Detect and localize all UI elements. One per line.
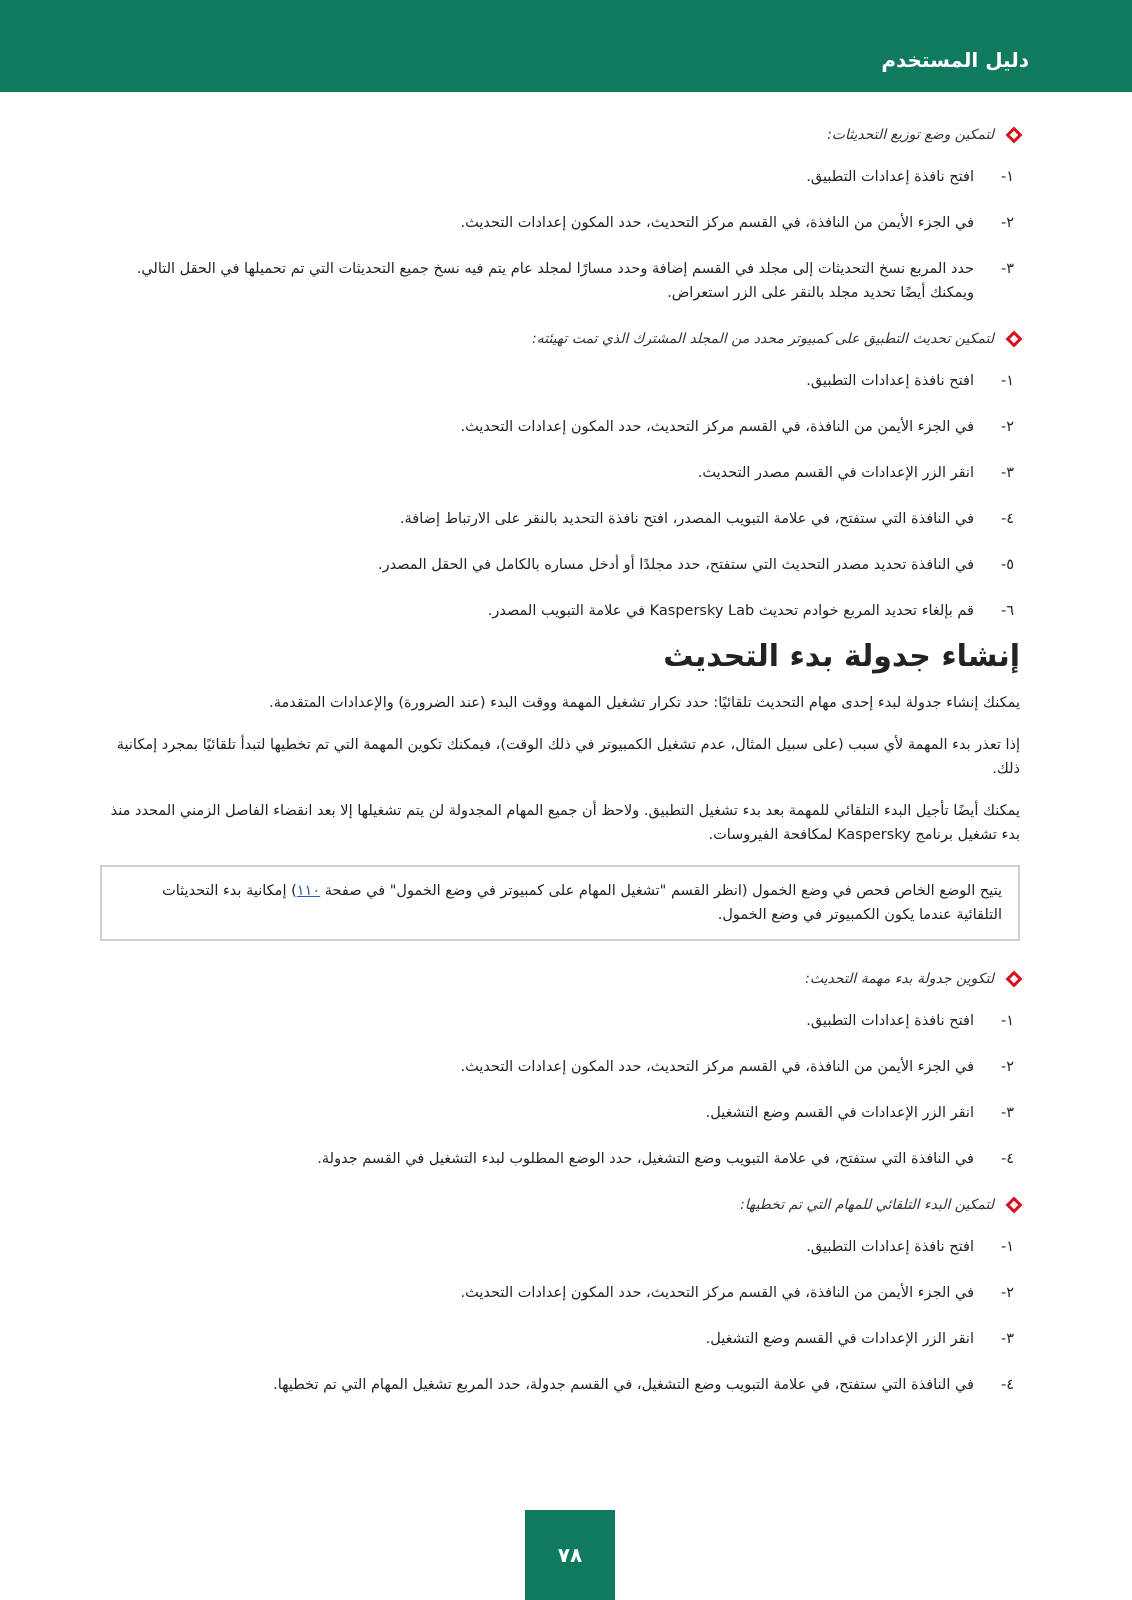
steps-list [100, 1235, 1020, 1397]
list-item: ٤- في النافذة التي ستفتح، في علامة التبويب وضع التشغيل، في القسم جدولة، حدد المربع تشغيل المهام التي تم تخطيها. [273, 1377, 1014, 1393]
procedure-heading: لتمكين البدء التلقائي للمهام التي تم تخطيها: [100, 1193, 1020, 1217]
list-item: ٥- في النافذة تحديد مصدر التحديث التي ستفتح، حدد مجلدًا أو أدخل مساره بالكامل في الحقل المصدر. [378, 557, 1014, 573]
page-content [100, 115, 1020, 1419]
list-item: ٢- في الجزء الأيمن من النافذة، في القسم مركز التحديث، حدد المكون إعدادات التحديث. [460, 1059, 1014, 1075]
list-item: ٢- في الجزء الأيمن من النافذة، في القسم مركز التحديث، حدد المكون إعدادات التحديث. [460, 215, 1014, 231]
list-item: ٢- في الجزء الأيمن من النافذة، في القسم مركز التحديث، حدد المكون إعدادات التحديث. [460, 419, 1014, 435]
list-item: ١- افتح نافذة إعدادات التطبيق. [806, 1013, 1014, 1029]
page-number: ٧٨ [525, 1510, 615, 1600]
paragraph: يمكنك أيضًا تأجيل البدء التلقائي للمهمة بعد بدء تشغيل التطبيق. ولاحظ أن جميع المهام المجدولة لن يتم تشغيلها إلا بعد انقضاء الفاصل الزمني المحدد منذ بدء تشغيل برنامج Kaspersky لمكافحة الفيروسات. [110, 803, 1020, 843]
list-item: ٢- في الجزء الأيمن من النافذة، في القسم مركز التحديث، حدد المكون إعدادات التحديث. [460, 1285, 1014, 1301]
list-item: ٣- انقر الزر الإعدادات في القسم وضع التشغيل. [705, 1331, 1014, 1347]
header-title: دليل المستخدم [881, 48, 1029, 72]
steps-list [100, 369, 1020, 623]
list-item: ١- افتح نافذة إعدادات التطبيق. [806, 1239, 1014, 1255]
list-item: ١- افتح نافذة إعدادات التطبيق. [806, 169, 1014, 185]
arrow-icon [1006, 127, 1023, 144]
arrow-icon [1006, 971, 1023, 988]
procedure-heading: لتمكين تحديث التطبيق على كمبيوتر محدد من المجلد المشترك الذي تمت تهيئته: [100, 327, 1020, 351]
arrow-icon [1006, 1197, 1023, 1214]
procedure-heading: لتمكين وضع توزيع التحديثات: [100, 123, 1020, 147]
note-box: يتيح الوضع الخاص فحص في وضع الخمول (انظر القسم "تشغيل المهام على كمبيوتر في وضع الخمول" في صفحة ١١٠) إمكانية بدء التحديثات التلقائية عندما يكون الكمبيوتر في وضع الخمول. [100, 865, 1020, 941]
page-header [0, 0, 1132, 92]
procedure-heading: لتكوين جدولة بدء مهمة التحديث: [100, 967, 1020, 991]
list-item: ٤- في النافذة التي ستفتح، في علامة التبويب وضع التشغيل، حدد الوضع المطلوب لبدء التشغيل في القسم جدولة. [317, 1151, 1014, 1167]
list-item: ٣- حدد المربع نسخ التحديثات إلى مجلد في القسم إضافة وحدد مسارًا لمجلد عام يتم فيه نسخ جميع التحديثات التي تم تحميلها في الحقل التالي. ويمكنك أيضًا تحديد مجلد بالنقر على الزر استعراض. [136, 261, 1014, 301]
steps-list [100, 1009, 1020, 1171]
list-item: ١- افتح نافذة إعدادات التطبيق. [806, 373, 1014, 389]
paragraph: يمكنك إنشاء جدولة لبدء إحدى مهام التحديث تلقائيًا: حدد تكرار تشغيل المهمة ووقت البدء (عند الضرورة) والإعدادات المتقدمة. [269, 695, 1020, 711]
arrow-icon [1006, 331, 1023, 348]
steps-list [100, 165, 1020, 305]
page-link[interactable]: ١١٠ [296, 883, 321, 899]
list-item: ٦- قم بإلغاء تحديد المربع خوادم تحديث Kaspersky Lab في علامة التبويب المصدر. [487, 603, 1014, 619]
paragraph: إذا تعذر بدء المهمة لأي سبب (على سبيل المثال، عدم تشغيل الكمبيوتر في ذلك الوقت)، فيمكنك تكوين المهمة التي تم تخطيها لتبدأ تلقائيًا بمجرد إمكانية ذلك. [116, 737, 1020, 777]
section-title: إنشاء جدولة بدء التحديث [663, 639, 1020, 674]
list-item: ٤- في النافذة التي ستفتح، في علامة التبويب المصدر، افتح نافذة التحديد بالنقر على الارتباط إضافة. [399, 511, 1014, 527]
list-item: ٣- انقر الزر الإعدادات في القسم مصدر التحديث. [697, 465, 1014, 481]
list-item: ٣- انقر الزر الإعدادات في القسم وضع التشغيل. [705, 1105, 1014, 1121]
